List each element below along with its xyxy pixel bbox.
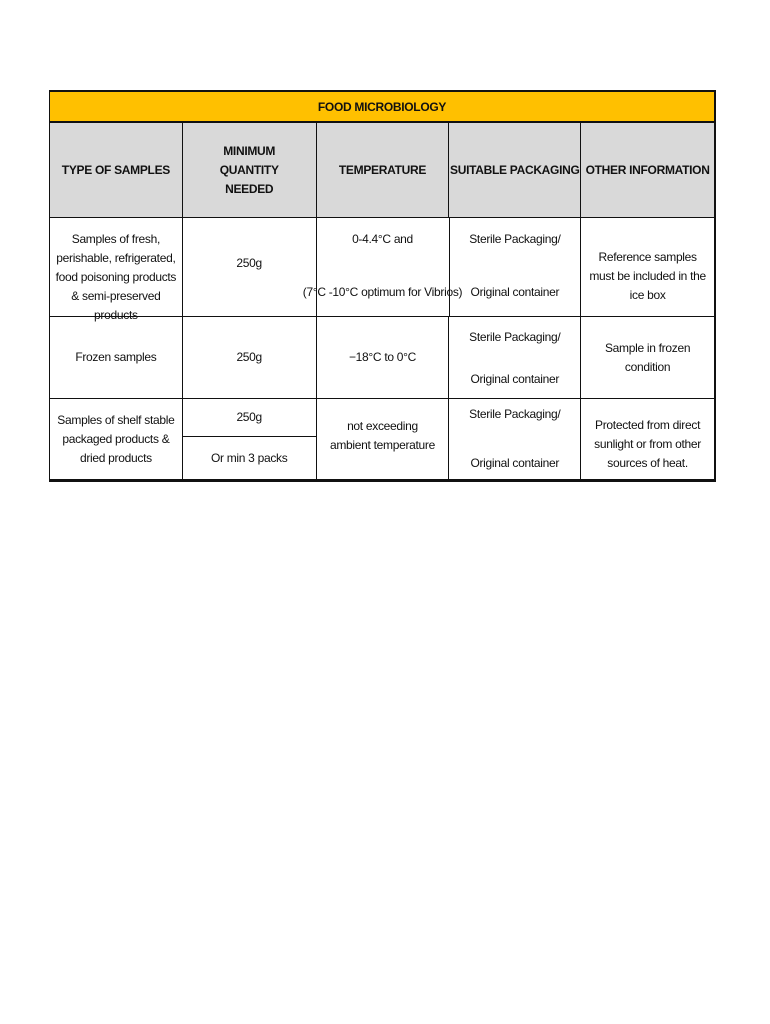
- cell-other: Reference samples must be included in the ice box: [589, 250, 706, 302]
- packaging-line-2: Original container: [470, 456, 560, 470]
- cell-type: Samples of fresh, perishable, refrigerated, food poisoning products & semi-preserved products: [50, 218, 183, 316]
- packaging-line-2: Original container: [470, 372, 560, 386]
- header-other-information: OTHER INFORMATION: [585, 162, 710, 177]
- table-header-row: [50, 123, 714, 218]
- packaging-line-2: Original container: [470, 285, 560, 299]
- temperature-line-2: (7°C -10°C optimum for Vibrios): [302, 285, 463, 299]
- packaging-line-1: Sterile Packaging/: [469, 232, 561, 246]
- quantity-weight: 250g: [183, 399, 316, 437]
- table-row: [50, 317, 714, 399]
- table-title-row: [50, 92, 714, 123]
- cell-packaging: [449, 317, 581, 398]
- cell-temperature: [302, 218, 463, 316]
- packaging-line-1: Sterile Packaging/: [469, 407, 561, 421]
- header-minimum-quantity: MINIMUM QUANTITY NEEDED: [183, 123, 317, 217]
- packaging-line-1: Sterile Packaging/: [469, 330, 561, 344]
- food-microbiology-table: [49, 90, 716, 482]
- quantity-packs: Or min 3 packs: [210, 450, 288, 465]
- cell-temperature: not exceeding ambient temperature: [317, 399, 450, 479]
- header-type-of-samples: TYPE OF SAMPLES: [50, 123, 183, 217]
- header-suitable-packaging: SUITABLE PACKAGING: [449, 123, 581, 217]
- cell-type: Frozen samples: [50, 317, 183, 398]
- cell-quantity: 250g: [183, 317, 317, 398]
- cell-temperature: −18°C to 0°C: [317, 317, 450, 398]
- table-title: FOOD MICROBIOLOGY: [317, 99, 447, 114]
- cell-packaging: [449, 399, 581, 479]
- cell-quantity: 250g: [183, 218, 317, 316]
- cell-quantity: [183, 399, 317, 479]
- table-row: [50, 399, 714, 479]
- cell-packaging: [450, 218, 582, 316]
- header-temperature: TEMPERATURE: [317, 123, 450, 217]
- cell-type: Samples of shelf stable packaged products & dried products: [50, 399, 183, 479]
- temperature-line-1: 0-4.4°C and: [352, 232, 413, 246]
- table-row: [50, 218, 714, 322]
- cell-other: Sample in frozen condition: [604, 340, 691, 374]
- cell-other: Protected from direct sunlight or from other sources of heat.: [594, 418, 701, 470]
